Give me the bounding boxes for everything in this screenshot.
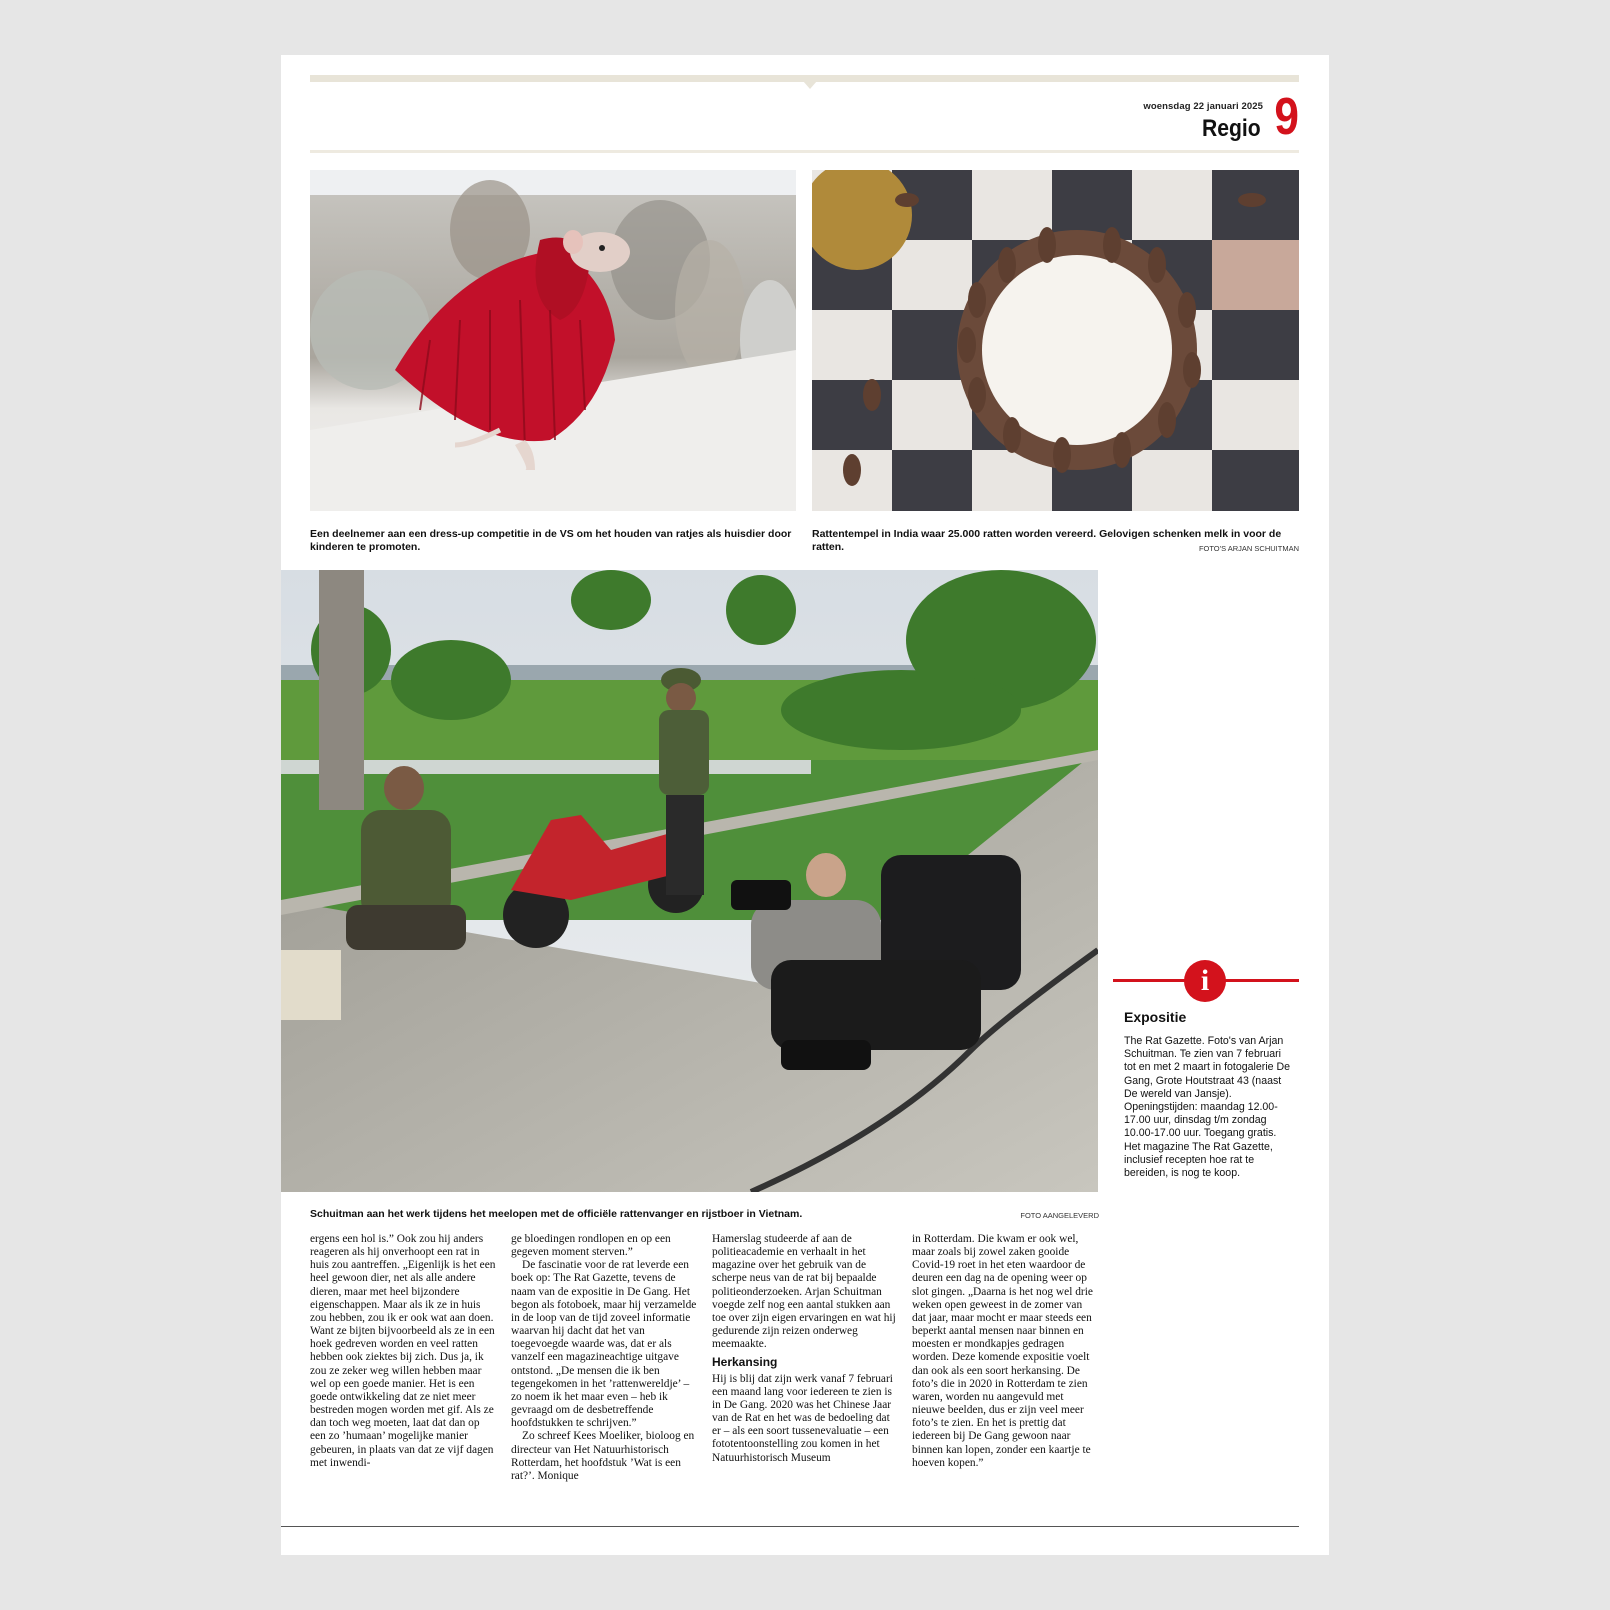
- article-column-3: [712, 1233, 898, 1465]
- article-paragraph: Hij is blij dat zijn werk vanaf 7 februari een maand lang voor iedereen te zien is in De Gang. 2020 was het Chinese Jaar van de Rat en het was de bedoeling dat er – als een soort tussenevaluatie – een fototentoonstelling zou komen in het Natuurhistorisch Museum: [712, 1372, 893, 1464]
- bottom-rule: [281, 1526, 1299, 1527]
- article-subheading: Herkansing: [712, 1355, 778, 1370]
- page-number: 9: [1274, 88, 1299, 146]
- article-paragraph: Zo schreef Kees Moeliker, bioloog en directeur van Het Natuurhistorisch Rotterdam, het hoofdstuk ’Wat is een rat?’. Monique: [511, 1430, 695, 1482]
- photo-dressed-rat: [310, 170, 796, 511]
- article-column-2: [511, 1233, 697, 1483]
- photo-rat-temple: [812, 170, 1299, 511]
- infobox-body: [1124, 1035, 1294, 1180]
- article-column-4: [912, 1233, 1098, 1470]
- article-paragraph: ergens een hol is.” Ook zou hij anders reageren als hij onverhoopt een rat in huis zou aantreffen. „Eigenlijk is het een heel gewoon dier, net als alle andere dieren, maar met heel bijzondere eigenschappen. Maar als ik ze in huis zou hebben, zou ik er ook wat aan doen. Want ze bijten bijvoorbeeld als ze in een hoek gedreven worden en veel ratten hebben ook ziektes bij zich. Dus ja, ik zou ze zeker weg willen hebben maar wel op een goede manier. Het is een goede ontwikkeling dat ze niet meer bestreden mogen worden met gif. Als ze dan toch weg moeten, laat dat dan op een zo ’humaan’ mogelijke manier gebeuren, in plaats van dat ze vijf dagen met inwendi-: [310, 1233, 496, 1469]
- infobox-paragraph: The Rat Gazette. Foto's van Arjan Schuitman. Te zien van 7 februari tot en met 2 maart in fotogalerie De Gang, Grote Houtstraat 43 (naast De wereld van Jansje).: [1124, 1035, 1291, 1100]
- top-rule-notch: [803, 81, 817, 89]
- newspaper-page: [281, 55, 1329, 1555]
- issue-date: woensdag 22 januari 2025: [1143, 101, 1263, 112]
- photo-vietnam-field: [281, 570, 1098, 1192]
- info-icon: i: [1184, 960, 1226, 1002]
- article-paragraph: Hamerslag studeerde af aan de politieacademie en verhaalt in het magazine over het gebruik van de scherpe neus van de rat bij bepaalde politieonderzoeken. Arjan Schuitman voegde zelf nog een aantal stukken aan toe over zijn eigen ervaringen en wat hij gedurende zijn reizen onderweg meemaakte.: [712, 1233, 896, 1351]
- photo-caption-left: Een deelnemer aan een dress-up competitie in de VS om het houden van ratjes als huisdier door kinderen te promoten.: [310, 528, 792, 553]
- header-rule: [310, 150, 1299, 153]
- infobox-title: Expositie: [1124, 1009, 1187, 1025]
- photo-credit-top: FOTO'S ARJAN SCHUITMAN: [1198, 544, 1299, 553]
- photo-credit-main: FOTO AANGELEVERD: [1020, 1211, 1099, 1220]
- infobox-paragraph: Openingstijden: maandag 12.00-17.00 uur, dinsdag t/m zondag 10.00-17.00 uur. Toegang gratis. Het magazine The Rat Gazette, inclusief recepten hoe rat te bereiden, is nog te koop.: [1124, 1101, 1278, 1180]
- section-title: Regio: [1202, 115, 1261, 142]
- photo-caption-right: Rattentempel in India waar 25.000 ratten worden vereerd. Gelovigen schenken melk in voor de ratten.: [812, 528, 1282, 553]
- article-paragraph: De fascinatie voor de rat leverde een boek op: The Rat Gazette, tevens de naam van de expositie in De Gang. Het begon als fotoboek, maar hij verzamelde in de loop van de tijd zoveel informatie waarvan hij dacht dat het van toegevoegde waarde was, dat er als vanzelf een magazineachtige uitgave ontstond. „De mensen die ik ben tegengekomen in het ’rattenwereldje’ – zo noem ik het maar even – heb ik gevraagd om de desbetreffende hoofdstukken te schrijven.”: [511, 1259, 697, 1430]
- article-paragraph: ge bloedingen rondlopen en op een gegeven moment sterven.”: [511, 1233, 671, 1259]
- photo-caption-main: Schuitman aan het werk tijdens het meelopen met de officiële rattenvanger en rijstboer in Vietnam.: [310, 1208, 803, 1220]
- article-paragraph: in Rotterdam. Die kwam er ook wel, maar zoals bij zowel zaken gooide Covid-19 roet in het eten waardoor de deuren een dag na de opening weer op slot gingen. „Daarna is het nog wel drie weken open geweest in de zomer van dat jaar, maar mocht er maar steeds een beperkt aantal mensen naar binnen en moesten er mondkapjes gedragen worden. Deze komende expositie voelt dan ook als een soort herkansing. De foto’s die in 2020 in Rotterdam te zien waren, worden nu aangevuld met nieuwe beelden, dus er zijn veel meer foto’s te zien. En het is prettig dat iedereen bij De Gang gewoon naar binnen kan lopen, zonder een kaartje te hoeven kopen.”: [912, 1233, 1093, 1469]
- article-column-1: [310, 1233, 496, 1470]
